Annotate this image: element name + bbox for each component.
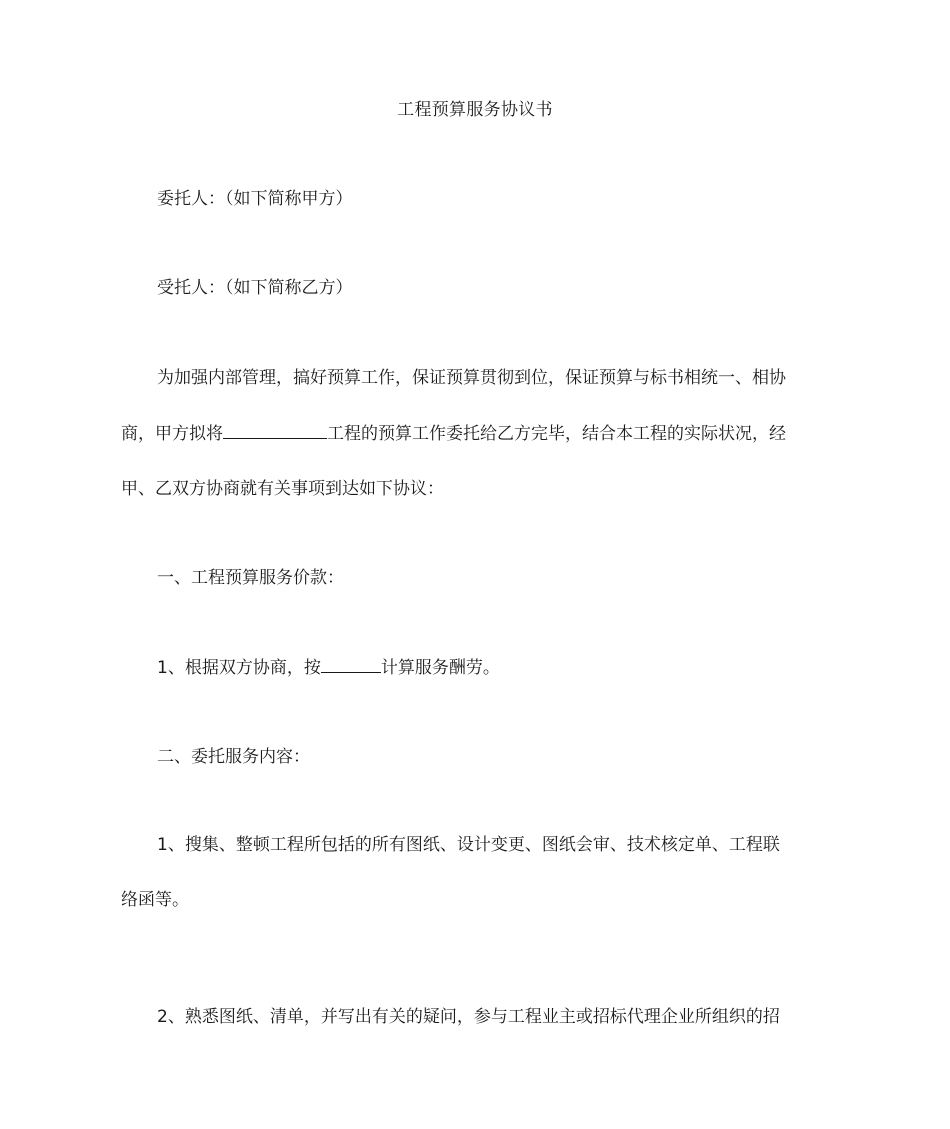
intro-line-2-end: 工程的预算工作委托给乙方完毕，结合本工程的实际状况，经 (327, 424, 786, 444)
intro-line-3: 甲、乙双方协商就有关事项到达如下协议： (121, 479, 444, 499)
intro-line-1: 为加强内部管理，搞好预算工作，保证预算贯彻到位，保证预算与标书相统一、相协 (157, 368, 786, 388)
section-2-heading: 二、委托服务内容： (157, 747, 310, 767)
section-2-item-2-line-1: 2、熟悉图纸、清单，并写出有关的疑问，参与工程业主或招标代理企业所组织的招 (157, 1007, 780, 1027)
section-1-item-1-end: 计算服务酬劳。 (380, 658, 500, 678)
contractor-line: 受托人：（如下简称乙方） (157, 278, 353, 298)
document-title: 工程预算服务协议书 (397, 100, 553, 120)
fee-basis-blank[interactable] (321, 654, 381, 673)
section-1-item-1-start: 1、根据双方协商，按 (157, 658, 321, 678)
client-line: 委托人：（如下简称甲方） (157, 189, 353, 209)
project-name-blank[interactable] (223, 420, 327, 439)
section-1-heading: 一、工程预算服务价款： (157, 568, 344, 588)
section-1-item-1 (157, 654, 500, 681)
section-2-item-1-line-1: 1、搜集、整顿工程所包括的所有图纸、设计变更、图纸会审、技术核定单、工程联 (157, 835, 780, 855)
section-2-item-1-line-2: 络函等。 (121, 890, 189, 910)
intro-line-2-start: 商，甲方拟将 (121, 424, 223, 444)
intro-line-2 (121, 420, 786, 447)
